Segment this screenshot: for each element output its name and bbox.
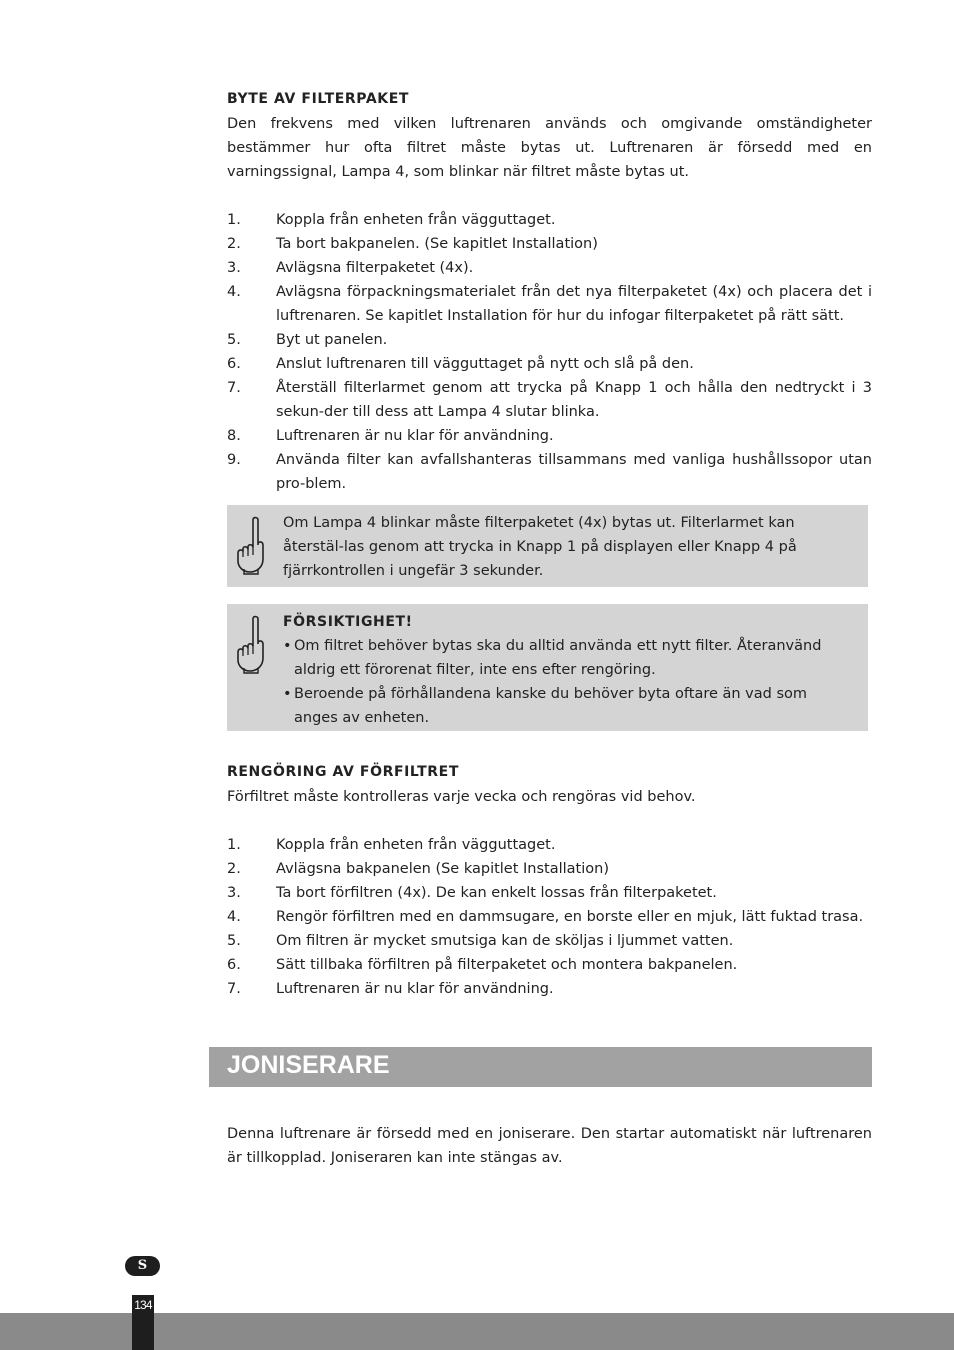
step-text: Koppla från enheten från vägguttaget. xyxy=(276,837,556,853)
step-number: 3. xyxy=(227,260,241,276)
list-item xyxy=(227,208,872,232)
section-heading-filter-replacement: BYTE AV FILTERPAKET xyxy=(227,91,410,107)
step-text: Koppla från enheten från vägguttaget. xyxy=(276,212,556,228)
step-text: Sätt tillbaka förfiltren på filterpaketet och montera bakpanelen. xyxy=(276,957,738,973)
step-text: Använda filter kan avfallshanteras tillsammans med vanliga hushållssopor utan pro-blem. xyxy=(276,452,872,492)
step-number: 4. xyxy=(227,284,241,300)
list-item xyxy=(227,929,872,953)
filter-replacement-steps xyxy=(227,208,872,496)
step-number: 1. xyxy=(227,837,241,853)
language-badge: S xyxy=(125,1256,160,1276)
step-number: 4. xyxy=(227,909,241,925)
step-text: Ta bort förfiltren (4x). De kan enkelt lossas från filterpaketet. xyxy=(276,885,717,901)
list-item xyxy=(227,857,872,881)
pointing-hand-icon xyxy=(233,614,267,674)
section-band-ionizer xyxy=(209,1047,872,1087)
list-item xyxy=(227,977,872,1001)
step-text: Om filtren är mycket smutsiga kan de sköljas i ljummet vatten. xyxy=(276,933,734,949)
list-item xyxy=(227,376,872,424)
list-item xyxy=(227,953,872,977)
section-band-title: JONISERARE xyxy=(227,1051,390,1079)
bullet-text: Beroende på förhållandena kanske du behöver byta oftare än vad som anges av enheten. xyxy=(294,686,808,726)
step-text: Luftrenaren är nu klar för användning. xyxy=(276,428,554,444)
list-item xyxy=(227,448,872,496)
step-text: Ta bort bakpanelen. (Se kapitlet Installation) xyxy=(276,236,598,252)
step-number: 8. xyxy=(227,428,241,444)
step-number: 6. xyxy=(227,356,241,372)
step-number: 9. xyxy=(227,452,241,468)
step-text: Avlägsna filterpaketet (4x). xyxy=(276,260,474,276)
step-number: 7. xyxy=(227,380,241,396)
list-item xyxy=(227,256,872,280)
caution-list xyxy=(283,634,854,730)
caution-note-body xyxy=(283,610,854,730)
caution-title: FÖRSIKTIGHET! xyxy=(283,614,413,630)
step-number: 2. xyxy=(227,861,241,877)
step-number: 7. xyxy=(227,981,241,997)
step-text: Avlägsna förpackningsmaterialet från det nya filterpaketet (4x) och placera det i luftrenaren. Se kapitlet Installation för hur du infogar filterpaketet på rätt sätt. xyxy=(276,284,872,324)
list-item xyxy=(227,232,872,256)
list-item xyxy=(227,280,872,328)
prefilter-steps xyxy=(227,833,872,1001)
list-item xyxy=(227,352,872,376)
list-item xyxy=(227,833,872,857)
step-text: Rengör förfiltren med en dammsugare, en borste eller en mjuk, lätt fuktad trasa. xyxy=(276,909,864,925)
step-number: 5. xyxy=(227,332,241,348)
list-item xyxy=(227,905,872,929)
list-item xyxy=(283,682,854,730)
step-text: Återställ filterlarmet genom att trycka på Knapp 1 och hålla den nedtryckt i 3 sekun-der till dess att Lampa 4 slutar blinka. xyxy=(276,380,872,420)
ionizer-text: Denna luftrenare är försedd med en joniserare. Den startar automatiskt när luftrenaren är tillkopplad. Joniseraren kan inte stängas av. xyxy=(227,1126,872,1166)
bullet: • xyxy=(283,638,292,654)
step-number: 2. xyxy=(227,236,241,252)
info-note xyxy=(227,505,868,587)
step-number: 5. xyxy=(227,933,241,949)
caution-note xyxy=(227,604,868,731)
info-note-text: Om Lampa 4 blinkar måste filterpaketet (4x) bytas ut. Filterlarmet kan återstäl-las genom att trycka in Knapp 1 på displayen eller Knapp 4 på fjärrkontrollen i ungefär 3 sekunder. xyxy=(283,515,797,579)
step-number: 6. xyxy=(227,957,241,973)
step-text: Avlägsna bakpanelen (Se kapitlet Installation) xyxy=(276,861,609,877)
step-text: Luftrenaren är nu klar för användning. xyxy=(276,981,554,997)
filter-replacement-intro: Den frekvens med vilken luftrenaren används och omgivande omständigheter bestämmer hur ofta filtret måste bytas ut. Luftrenaren är försedd med en varningssignal, Lampa 4, som blinkar när filtret måste bytas ut. xyxy=(227,116,872,180)
bullet-text: Om filtret behöver bytas ska du alltid använda ett nytt filter. Återanvänd aldrig ett förorenat filter, inte ens efter rengöring. xyxy=(294,638,822,678)
list-item xyxy=(283,634,854,682)
list-item xyxy=(227,328,872,352)
list-item xyxy=(227,881,872,905)
section-heading-prefilter-cleaning: RENGÖRING AV FÖRFILTRET xyxy=(227,764,459,780)
step-number: 1. xyxy=(227,212,241,228)
step-text: Anslut luftrenaren till vägguttaget på nytt och slå på den. xyxy=(276,356,694,372)
page-number: 134 xyxy=(134,1298,152,1312)
step-text: Byt ut panelen. xyxy=(276,332,388,348)
step-number: 3. xyxy=(227,885,241,901)
prefilter-intro: Förfiltret måste kontrolleras varje vecka och rengöras vid behov. xyxy=(227,789,696,805)
bullet: • xyxy=(283,686,292,702)
pointing-hand-icon xyxy=(233,515,267,575)
list-item xyxy=(227,424,872,448)
